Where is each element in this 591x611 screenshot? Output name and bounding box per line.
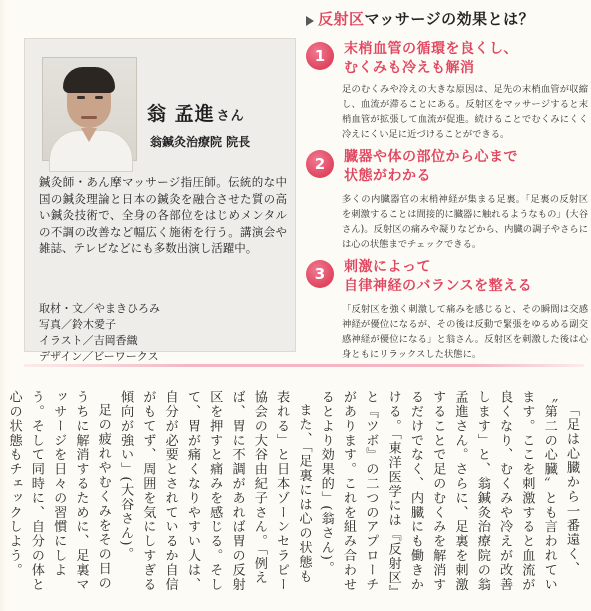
article-paragraph: 足の疲れやむくみをその日のうちに解消するために、足裏マッサージを日々の習慣にしよう。そして同時に、自分の体と心の状態もチェックしよう。 <box>6 390 111 592</box>
header-arrow-icon <box>306 16 314 26</box>
number-badge: 1 <box>306 42 334 70</box>
credits <box>39 301 160 365</box>
effect-title-line: 状態がわかる <box>344 168 431 184</box>
effect-title-line: 刺激によって <box>344 259 431 275</box>
portrait-photo <box>42 57 137 161</box>
effect-item-2 <box>306 148 586 258</box>
effect-title-line: むくみも冷えも解消 <box>344 60 475 76</box>
profile-clinic: 翁鍼灸治療院 院長 <box>150 135 251 149</box>
header-rest: マッサージの効果とは？ <box>364 10 535 28</box>
article-body <box>6 390 582 595</box>
effect-title-line: 末梢血管の循環を良くし、 <box>344 41 518 57</box>
header-keyword: 反射区 <box>318 10 365 28</box>
effect-title-line: 臓器や体の部位から心まで <box>344 149 518 165</box>
profile-name-text: 翁 孟進 <box>147 103 215 125</box>
article-paragraph: 「足は心臓から一番遠く、〝第二の心臓〟とも言われています。ここを刺激すると血流が良くなり、むくみや冷えが改善します」と、翁鍼灸治療院の翁孟進さん。さらに、足裏を刺激することで足のむくみを解消するだけでなく、内臓にも働きかける。「東洋医学には『反射区』と『ツボ』の二つのアプローチがあります。これを組み合わせるとより効果的」(翁さん)。 <box>318 390 579 593</box>
effect-title <box>344 258 532 296</box>
effect-body: 多くの内臓器官の末梢神経が集まる足裏。「足裏の反射区を刺激することは間接的に臓器に触れるようなもの」(大谷さん)。反射区の痛みや凝りなどから、内臓の調子やさらには心の状態までチェックできる。 <box>342 194 588 250</box>
profile-bio: 鍼灸師・あん摩マッサージ指圧師。伝統的な中国の鍼灸理論と日本の鍼灸を融合させた質の高い鍼灸技術で、全身の各部位をはじめメンタルの不調の改善など幅広く施術を行う。講演会や雑誌、テレビなどにも多数出演し活躍中。 <box>39 175 287 255</box>
credit-line: デザイン／ビーワークス <box>39 350 159 363</box>
article-paragraph: また、「足裏には心の状態も表れる」と日本ゾーンセラピー協会の大谷由紀子さん。「例えば、胃に不調があれば胃の反射区を押すと痛みを感じる。そして、胃が痛くなりやすい人は、自分が必要とされているか自信がもてず、周囲を気にしすぎる傾向が強い」(大谷さん)。 <box>118 390 312 592</box>
effect-title <box>344 40 518 78</box>
number-badge: 3 <box>306 260 334 288</box>
effect-item-3 <box>306 258 586 364</box>
effect-body: 足のむくみや冷えの大きな原因は、足先の末梢血管が収縮し、血流が滞ることにある。反射区をマッサージすると末梢血管が拡張して血流が促進。続けることでむくみにくく冷えにくい足に近づけることができる。 <box>342 84 588 140</box>
profile-name <box>147 99 245 126</box>
profile-honorific: さん <box>216 109 245 124</box>
credit-line: 写真／鈴木愛子 <box>39 318 116 331</box>
credit-line: 取材・文／やまきひろみ <box>39 302 160 315</box>
effect-item-1 <box>306 40 586 150</box>
section-header <box>318 8 534 29</box>
effect-title <box>344 148 518 186</box>
profile-box <box>24 38 296 363</box>
effect-title-line: 自律神経のバランスを整える <box>344 278 533 294</box>
number-badge: 2 <box>306 150 334 178</box>
effect-body: 「反射区を強く刺激して痛みを感じると、その瞬間は交感神経が優位になるが、その後は反動で緊張をゆるめる副交感神経が優位になる」と翁さん。反射区を刺激した後は心身ともにリラックスした状態に。 <box>342 304 588 360</box>
section-divider <box>24 364 584 367</box>
credit-line: イラスト／吉岡香織 <box>39 334 138 347</box>
